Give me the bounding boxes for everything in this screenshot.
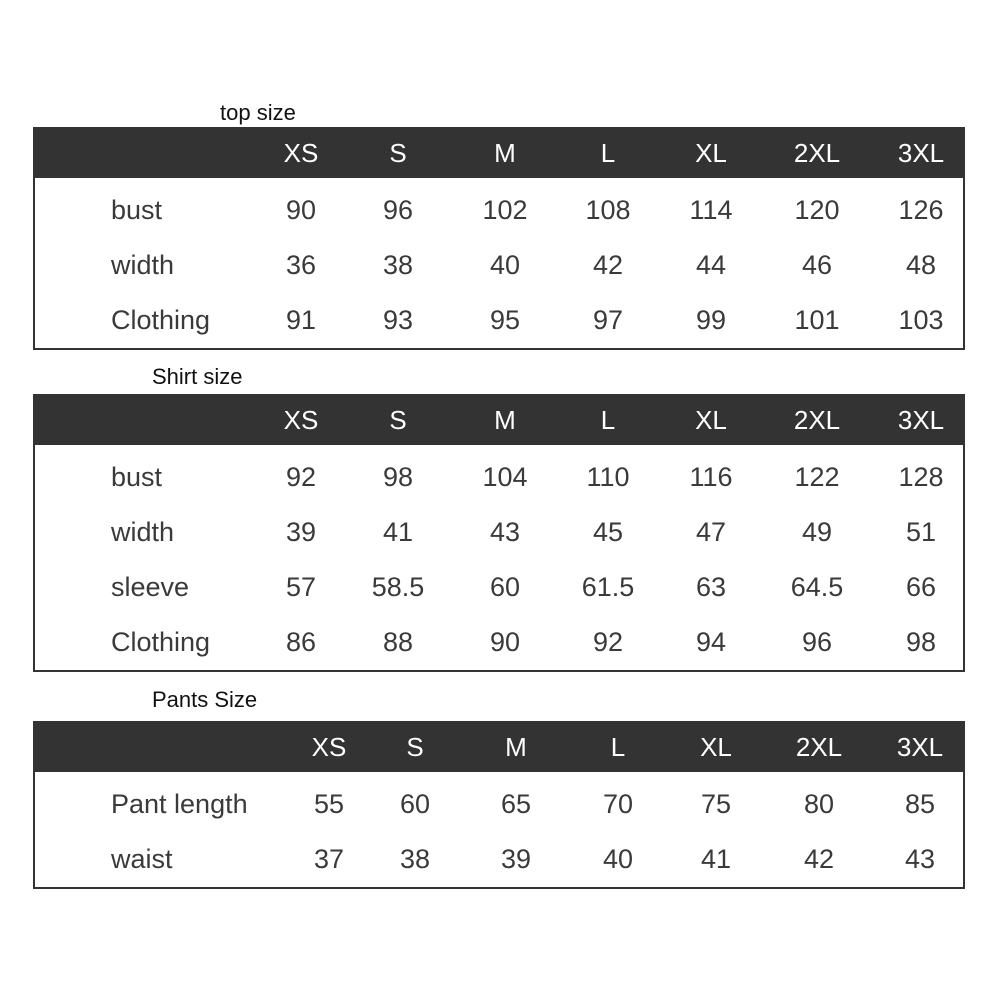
- table-cell: 63: [695, 572, 727, 602]
- table-row: [35, 238, 963, 293]
- table-header: [35, 396, 963, 445]
- table-cell: 102: [482, 195, 528, 225]
- header-cell: L: [610, 732, 626, 762]
- table-cell: 98: [382, 462, 414, 492]
- table-cell: 66: [905, 572, 937, 602]
- table-cell: 41: [700, 844, 732, 874]
- table-cell: 104: [482, 462, 528, 492]
- table-cell: 85: [904, 789, 936, 819]
- header-cell: 2XL: [795, 732, 843, 762]
- table-row: [35, 450, 963, 505]
- table-header: [35, 723, 963, 772]
- table-cell: 108: [585, 195, 631, 225]
- table-cell: 97: [592, 305, 624, 335]
- table-cell: 37: [313, 844, 345, 874]
- row-label: bust: [111, 462, 163, 492]
- header-cell: 3XL: [897, 405, 945, 435]
- row-label: Clothing: [111, 305, 211, 335]
- table-cell: 46: [801, 250, 833, 280]
- table-cell: 95: [489, 305, 521, 335]
- pants-size-title: Pants Size: [152, 687, 258, 712]
- table-cell: 60: [489, 572, 521, 602]
- table-cell: 36: [285, 250, 317, 280]
- header-cell: S: [389, 138, 407, 168]
- table-cell: 49: [801, 517, 833, 547]
- table-cell: 128: [898, 462, 944, 492]
- table-cell: 38: [399, 844, 431, 874]
- table-cell: 51: [905, 517, 937, 547]
- row-label: Clothing: [111, 627, 211, 657]
- shirt-size-title: Shirt size: [152, 364, 243, 389]
- header-cell: M: [505, 732, 527, 762]
- table-cell: 99: [695, 305, 727, 335]
- table-cell: 65: [500, 789, 532, 819]
- table-row: [35, 505, 963, 560]
- table-cell: 101: [794, 305, 840, 335]
- header-cell: M: [494, 138, 516, 168]
- header-cell: XL: [700, 732, 732, 762]
- row-label: width: [111, 250, 175, 280]
- table-cell: 39: [500, 844, 532, 874]
- table-cell: 40: [602, 844, 634, 874]
- row-label: bust: [111, 195, 163, 225]
- shirt-size-table: [33, 394, 965, 672]
- table-cell: 110: [586, 462, 630, 492]
- table-cell: 120: [794, 195, 840, 225]
- table-row: [35, 777, 963, 832]
- table-cell: 96: [801, 627, 833, 657]
- table-cell: 44: [695, 250, 727, 280]
- table-cell: 42: [592, 250, 624, 280]
- pants-size-table: [33, 721, 965, 889]
- table-cell: 91: [285, 305, 317, 335]
- row-label: Pant length: [111, 789, 248, 819]
- table-cell: 58.5: [371, 572, 425, 602]
- table-cell: 40: [489, 250, 521, 280]
- header-cell: M: [494, 405, 516, 435]
- table-cell: 103: [898, 305, 944, 335]
- table-cell: 122: [794, 462, 840, 492]
- header-cell: XS: [283, 138, 319, 168]
- header-cell: XS: [311, 732, 347, 762]
- table-cell: 93: [382, 305, 414, 335]
- table-row: [35, 832, 963, 887]
- header-cell: 3XL: [896, 732, 944, 762]
- top-size-table: [33, 127, 965, 350]
- row-label: width: [111, 517, 175, 547]
- table-cell: 98: [905, 627, 937, 657]
- row-label: waist: [111, 844, 173, 874]
- table-cell: 45: [592, 517, 624, 547]
- header-cell: 3XL: [897, 138, 945, 168]
- table-cell: 61.5: [581, 572, 635, 602]
- table-header: [35, 129, 963, 178]
- table-row: [35, 183, 963, 238]
- row-label: sleeve: [111, 572, 190, 602]
- table-cell: 90: [489, 627, 521, 657]
- header-cell: XL: [695, 405, 727, 435]
- table-cell: 41: [382, 517, 414, 547]
- table-cell: 94: [695, 627, 727, 657]
- table-cell: 57: [285, 572, 317, 602]
- header-cell: S: [389, 405, 407, 435]
- table-cell: 80: [803, 789, 835, 819]
- table-cell: 47: [695, 517, 727, 547]
- table-cell: 48: [905, 250, 937, 280]
- table-cell: 114: [689, 195, 733, 225]
- table-cell: 126: [898, 195, 944, 225]
- table-cell: 96: [382, 195, 414, 225]
- table-cell: 64.5: [790, 572, 844, 602]
- table-cell: 39: [285, 517, 317, 547]
- header-cell: XL: [695, 138, 727, 168]
- header-cell: L: [600, 405, 616, 435]
- top-size-title: top size: [220, 100, 296, 125]
- table-cell: 116: [689, 462, 733, 492]
- table-row: [35, 615, 963, 670]
- table-cell: 42: [803, 844, 835, 874]
- table-cell: 92: [592, 627, 624, 657]
- table-cell: 92: [285, 462, 317, 492]
- table-cell: 38: [382, 250, 414, 280]
- table-cell: 55: [313, 789, 345, 819]
- table-row: [35, 293, 963, 348]
- table-cell: 60: [399, 789, 431, 819]
- table-cell: 70: [602, 789, 634, 819]
- table-cell: 86: [285, 627, 317, 657]
- header-cell: L: [600, 138, 616, 168]
- header-cell: 2XL: [793, 138, 841, 168]
- table-cell: 43: [489, 517, 521, 547]
- table-row: [35, 560, 963, 615]
- header-cell: S: [406, 732, 424, 762]
- header-cell: 2XL: [793, 405, 841, 435]
- table-cell: 90: [285, 195, 317, 225]
- table-cell: 43: [904, 844, 936, 874]
- header-cell: XS: [283, 405, 319, 435]
- table-cell: 75: [700, 789, 732, 819]
- table-cell: 88: [382, 627, 414, 657]
